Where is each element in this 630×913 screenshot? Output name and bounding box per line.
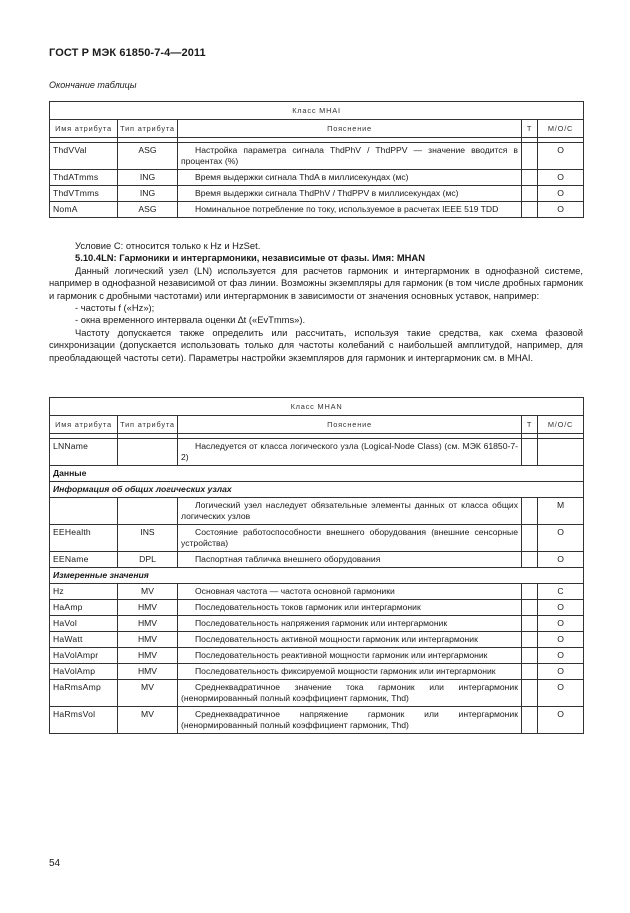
attr-type: DPL <box>118 552 178 568</box>
attr-moc: O <box>538 616 584 632</box>
attr-desc: Последовательность активной мощности гармоник или интергармоник <box>178 632 522 648</box>
attr-t <box>522 498 538 525</box>
table-row <box>50 600 584 616</box>
table-row <box>50 202 584 218</box>
attr-moc: O <box>538 707 584 734</box>
attr-desc: Время выдержки сигнала ThdA в миллисекундах (мс) <box>178 170 522 186</box>
attr-moc: O <box>538 202 584 218</box>
table-row <box>50 664 584 680</box>
table-row <box>50 498 584 525</box>
attr-t <box>522 186 538 202</box>
attr-t <box>522 680 538 707</box>
mhai-table <box>49 101 584 218</box>
attr-moc: O <box>538 525 584 552</box>
attr-name: ThdVVal <box>50 143 118 170</box>
attr-t <box>522 170 538 186</box>
attr-moc: O <box>538 600 584 616</box>
attr-desc: Настройка параметра сигнала ThdPhV / ThdPPV — значение вводится в процентах (%) <box>178 143 522 170</box>
attr-type: HMV <box>118 648 178 664</box>
list-item: - частоты f («Hz»); <box>75 302 155 314</box>
page-header-title: ГОСТ Р МЭК 61850-7-4—2011 <box>49 47 206 59</box>
attr-desc: Среднеквадратичное напряжение гармоник или интергармоник (ненормированный полный коэффициент гармоник, Thd) <box>178 707 522 734</box>
mhai-col-t: T <box>522 120 538 138</box>
attr-name: HaVolAmpr <box>50 648 118 664</box>
attr-moc: O <box>538 170 584 186</box>
attr-moc: O <box>538 632 584 648</box>
attr-desc: Номинальное потребление по току, используемое в расчетах IEEE 519 TDD <box>178 202 522 218</box>
attr-name: HaWatt <box>50 632 118 648</box>
attr-moc: O <box>538 680 584 707</box>
attr-type: ASG <box>118 143 178 170</box>
attr-moc: M <box>538 498 584 525</box>
attr-name: HaRmsAmp <box>50 680 118 707</box>
mhai-col-desc: Пояснение <box>178 120 522 138</box>
mhan-col-t: T <box>522 416 538 434</box>
mhai-class-title: Класс MHAI <box>50 102 584 120</box>
attr-name: LNName <box>50 439 118 466</box>
attr-desc: Паспортная табличка внешнего оборудования <box>178 552 522 568</box>
condition-note: Условие С: относится только к Hz и HzSet. <box>75 240 261 251</box>
attr-desc: Последовательность токов гармоник или интергармоник <box>178 600 522 616</box>
attr-desc: Логический узел наследует обязательные элементы данных от класса общих логических узлов <box>178 498 522 525</box>
attr-name: HaRmsVol <box>50 707 118 734</box>
attr-type: HMV <box>118 632 178 648</box>
attr-type: INS <box>118 525 178 552</box>
attr-name <box>50 498 118 525</box>
attr-moc <box>538 439 584 466</box>
attr-name: EEName <box>50 552 118 568</box>
attr-desc: Последовательность фиксируемой мощности гармоник или интергармоник <box>178 664 522 680</box>
section-heading: 5.10.4LN: Гармоники и интергармоники, независимые от фазы. Имя: MHAN <box>75 252 425 264</box>
attr-type: HMV <box>118 664 178 680</box>
section-common-ln: Информация об общих логических узлах <box>50 482 584 498</box>
attr-type: MV <box>118 584 178 600</box>
mhai-col-name: Имя атрибута <box>50 120 118 138</box>
section-measured-values: Измеренные значения <box>50 568 584 584</box>
table-row <box>50 616 584 632</box>
attr-type: MV <box>118 680 178 707</box>
attr-moc: O <box>538 143 584 170</box>
table-row <box>50 584 584 600</box>
attr-type: ING <box>118 186 178 202</box>
mhan-col-desc: Пояснение <box>178 416 522 434</box>
table-row <box>50 632 584 648</box>
attr-t <box>522 439 538 466</box>
attr-moc: O <box>538 664 584 680</box>
table-row <box>50 439 584 466</box>
attr-desc: Среднеквадратичное значение тока гармоник или интергармоник (ненормированный полный коэффициент гармоник, Thd) <box>178 680 522 707</box>
attr-t <box>522 584 538 600</box>
attr-t <box>522 632 538 648</box>
attr-type: MV <box>118 707 178 734</box>
attr-type: ING <box>118 170 178 186</box>
attr-t <box>522 552 538 568</box>
attr-name: HaAmp <box>50 600 118 616</box>
paragraph: Частоту допускается также определить или рассчитать, используя такие средства, как схема фазовой синхронизации (допускается использовать только для частоты колебаний с наибольшей амплитудой, например, для преобладающей частоты сети). Параметры настройки экземпляров для гармоник и интергармоник см. в MHAI. <box>49 326 583 363</box>
table-row <box>50 707 584 734</box>
attr-moc: O <box>538 648 584 664</box>
table-row <box>50 648 584 664</box>
attr-t <box>522 202 538 218</box>
list-item: - окна временного интервала оценки ∆t («EvTmms»). <box>75 314 306 326</box>
table-row <box>50 186 584 202</box>
attr-type: ASG <box>118 202 178 218</box>
attr-moc: C <box>538 584 584 600</box>
attr-type: HMV <box>118 616 178 632</box>
table-row <box>50 143 584 170</box>
table-row <box>50 170 584 186</box>
section-data: Данные <box>50 466 584 482</box>
attr-t <box>522 600 538 616</box>
mhan-table <box>49 397 584 734</box>
attr-name: HaVol <box>50 616 118 632</box>
attr-name: ThdATmms <box>50 170 118 186</box>
attr-t <box>522 707 538 734</box>
attr-type: HMV <box>118 600 178 616</box>
body-text <box>49 240 583 364</box>
mhan-col-type: Тип атрибута <box>118 416 178 434</box>
table-row <box>50 525 584 552</box>
table-caption: Окончание таблицы <box>49 80 137 90</box>
mhan-col-name: Имя атрибута <box>50 416 118 434</box>
attr-t <box>522 616 538 632</box>
attr-desc: Основная частота — частота основной гармоники <box>178 584 522 600</box>
paragraph: Данный логический узел (LN) используется для расчетов гармоник и интергармоник в однофазной системе, например в однофазной независимой от фаз линии. Возможны экземпляры для гармоник (в том числе дробных гармоник и гармоник с дробными частотами) или интергармоник в зависимости от значения основных уставок, например: <box>49 264 583 301</box>
table-row <box>50 680 584 707</box>
attr-name: Hz <box>50 584 118 600</box>
attr-desc: Последовательность напряжения гармоник или интергармоник <box>178 616 522 632</box>
attr-t <box>522 525 538 552</box>
attr-moc: O <box>538 186 584 202</box>
attr-t <box>522 664 538 680</box>
page-number: 54 <box>49 858 61 869</box>
attr-desc: Наследуется от класса логического узла (Logical-Node Class) (см. МЭК 61850-7-2) <box>178 439 522 466</box>
mhan-col-moc: M/O/C <box>538 416 584 434</box>
attr-t <box>522 648 538 664</box>
attr-name: EEHealth <box>50 525 118 552</box>
attr-moc: O <box>538 552 584 568</box>
attr-desc: Последовательность реактивной мощности гармоник или интергармоник <box>178 648 522 664</box>
attr-name: HaVolAmp <box>50 664 118 680</box>
attr-name: NomA <box>50 202 118 218</box>
attr-desc: Время выдержки сигнала ThdPhV / ThdPPV в миллисекундах (мс) <box>178 186 522 202</box>
attr-type <box>118 498 178 525</box>
attr-name: ThdVTmms <box>50 186 118 202</box>
table-row <box>50 552 584 568</box>
attr-t <box>522 143 538 170</box>
attr-desc: Состояние работоспособности внешнего оборудования (внешние сенсорные устройства) <box>178 525 522 552</box>
mhan-class-title: Класс MHAN <box>50 398 584 416</box>
mhai-col-moc: M/O/C <box>538 120 584 138</box>
mhai-col-type: Тип атрибута <box>118 120 178 138</box>
attr-type <box>118 439 178 466</box>
